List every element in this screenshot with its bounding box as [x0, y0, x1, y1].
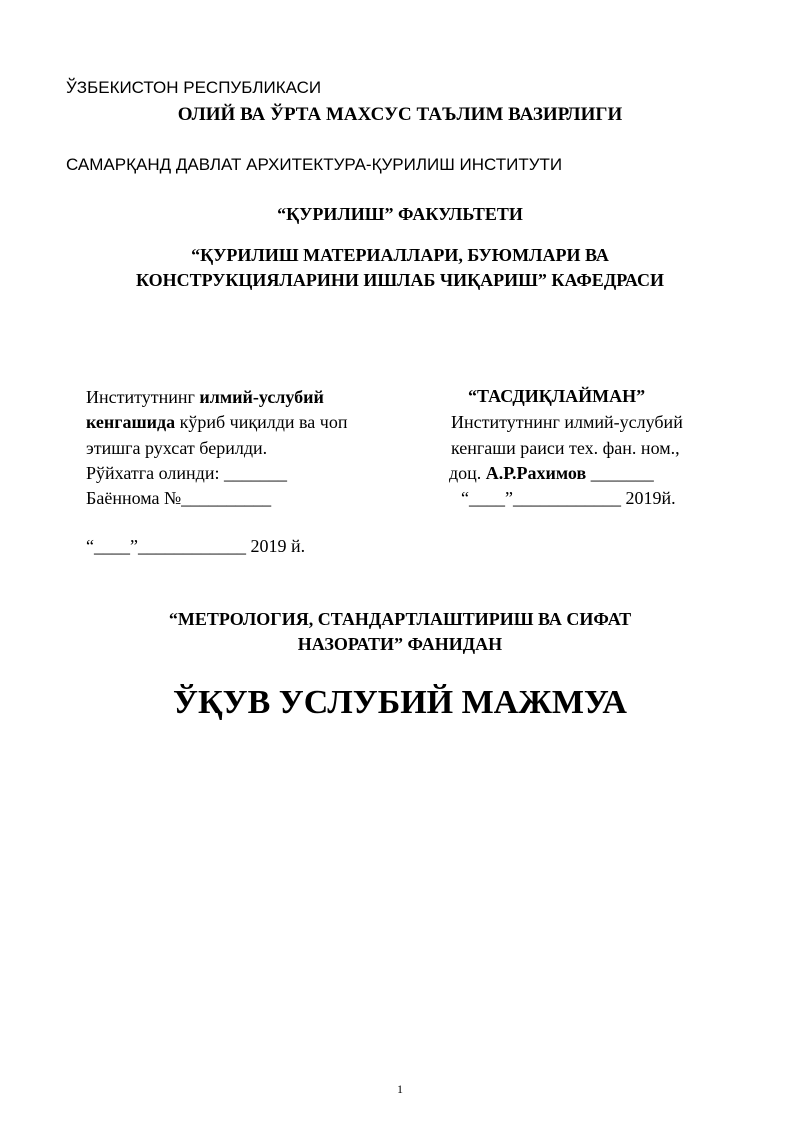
- ministry-heading: ОЛИЙ ВА ЎРТА МАХСУС ТАЪЛИМ ВАЗИРЛИГИ: [177, 104, 623, 125]
- department-heading-line2: КОНСТРУКЦИЯЛАРИНИ ИШЛАБ ЧИҚАРИШ” КАФЕДРАСИ: [136, 270, 664, 290]
- registration-line: Рўйхатга олинди: _______: [86, 463, 287, 483]
- subject-line-1: “МЕТРОЛОГИЯ, СТАНДАРТЛАШТИРИШ ВА СИФАТ: [168, 609, 632, 629]
- council-line-2: [86, 412, 347, 433]
- institute-heading: САМАРҚАНД ДАВЛАТ АРХИТЕКТУРА-ҚУРИЛИШ ИНСТИТУТИ: [66, 155, 563, 174]
- approver-name: А.Р.Рахимов: [485, 463, 587, 483]
- council-line-2-bold: кенгашида: [86, 412, 176, 432]
- republic-heading: ЎЗБЕКИСТОН РЕСПУБЛИКАСИ: [66, 78, 322, 97]
- subject-line-2: НАЗОРАТИ” ФАНИДАН: [297, 634, 503, 654]
- council-line-1: [86, 387, 324, 408]
- council-line-1-bold: илмий-услубий: [199, 387, 324, 407]
- document-title: ЎҚУВ УСЛУБИЙ МАЖМУА: [173, 684, 627, 721]
- approval-date-line: “____”____________ 2019й.: [461, 488, 676, 508]
- approval-signature-line: [449, 463, 654, 484]
- approval-title: “ТАСДИҚЛАЙМАН”: [468, 386, 646, 406]
- protocol-number-line: Баённома №__________: [86, 488, 272, 508]
- signature-blank: _______: [586, 463, 654, 483]
- council-line-3: этишга рухсат берилди.: [86, 438, 268, 458]
- council-date-line: “____”____________ 2019 й.: [86, 536, 306, 556]
- approval-line-2: кенгаши раиси тех. фан. ном.,: [451, 438, 680, 458]
- department-heading-line1: “ҚУРИЛИШ МАТЕРИАЛЛАРИ, БУЮМЛАРИ ВА: [191, 245, 609, 265]
- faculty-heading: “ҚУРИЛИШ” ФАКУЛЬТЕТИ: [277, 204, 523, 224]
- approval-rank: доц.: [449, 463, 486, 483]
- council-line-2-rest: кўриб чиқилди ва чоп: [175, 412, 348, 432]
- council-line-1-prefix: Институтнинг: [86, 387, 200, 407]
- approval-line-1: Институтнинг илмий-услубий: [451, 412, 683, 432]
- page-number: 1: [397, 1082, 403, 1096]
